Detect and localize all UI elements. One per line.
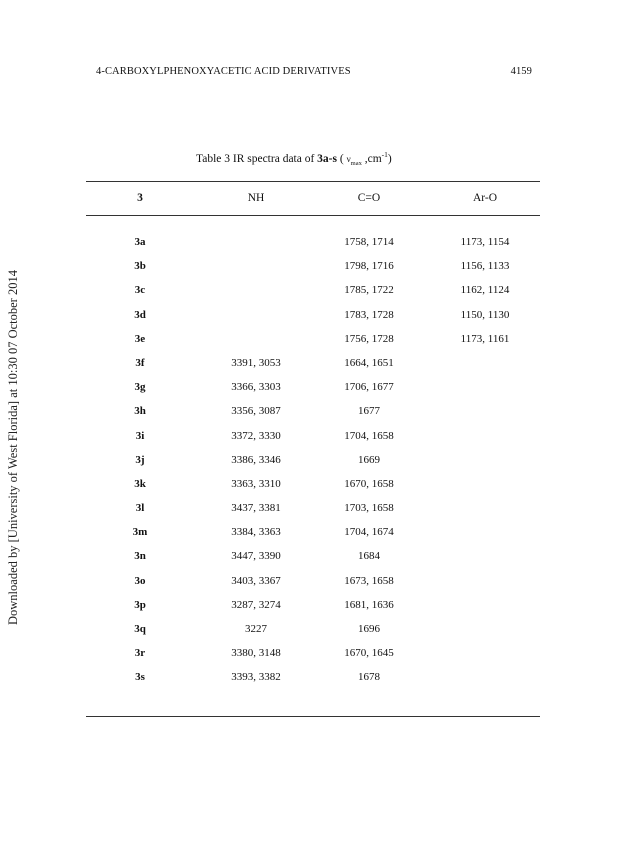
cell-compound: 3e — [134, 332, 146, 345]
cell-nh: 3384, 3363 — [231, 526, 281, 539]
cell-compound: 3g — [134, 381, 146, 394]
cell-co: 1673, 1658 — [344, 574, 394, 587]
table-row — [0, 550, 624, 574]
cell-compound: 3k — [134, 477, 146, 490]
caption-unit: ,cm — [361, 152, 382, 165]
table-body — [0, 236, 624, 696]
cell-compound: 3h — [134, 405, 146, 418]
cell-nh: 3386, 3346 — [231, 453, 281, 466]
cell-nh: 3437, 3381 — [231, 502, 281, 515]
caption-compound: 3a-s — [317, 152, 337, 165]
cell-co: 1703, 1658 — [344, 502, 394, 515]
cell-aro: 1173, 1154 — [460, 236, 510, 248]
cell-nh: 3380, 3148 — [231, 647, 281, 660]
table-row — [0, 333, 624, 357]
table-caption — [196, 150, 392, 167]
cell-nh: 3366, 3303 — [231, 381, 281, 394]
cell-compound: 3s — [135, 671, 145, 684]
table-row — [0, 309, 624, 333]
cell-co: 1670, 1645 — [344, 647, 394, 660]
page-number: 4159 — [510, 66, 532, 77]
table-row — [0, 260, 624, 284]
cell-compound: 3r — [134, 647, 146, 660]
cell-compound: 3n — [134, 550, 146, 563]
cell-co: 1704, 1674 — [344, 526, 394, 539]
table-row — [0, 502, 624, 526]
cell-co: 1783, 1728 — [344, 308, 394, 321]
cell-co: 1758, 1714 — [344, 236, 394, 248]
header-nh: NH — [247, 192, 265, 204]
cell-aro: 1150, 1130 — [460, 308, 510, 321]
cell-compound: 3o — [134, 574, 146, 587]
caption-nu-symbol: ν — [346, 153, 351, 164]
cell-compound: 3i — [135, 429, 145, 442]
cell-compound: 3p — [134, 598, 146, 611]
cell-nh: 3403, 3367 — [231, 574, 281, 587]
cell-nh: 3356, 3087 — [231, 405, 281, 418]
cell-nh: 3372, 3330 — [231, 429, 281, 442]
table-row — [0, 623, 624, 647]
caption-superscript: -1 — [381, 150, 388, 159]
cell-co: 1678 — [358, 671, 380, 684]
download-watermark: Downloaded by [University of West Florida] at 10:30 07 October 2014 — [6, 270, 20, 625]
cell-co: 1798, 1716 — [344, 260, 394, 273]
cell-compound: 3m — [132, 526, 148, 539]
caption-subscript: max — [350, 160, 362, 168]
cell-co: 1677 — [358, 405, 380, 418]
cell-aro: 1156, 1133 — [460, 260, 510, 273]
cell-aro: 1162, 1124 — [460, 284, 510, 297]
cell-co: 1664, 1651 — [344, 356, 394, 369]
running-head-title: 4-CARBOXYLPHENOXYACETIC ACID DERIVATIVES — [96, 66, 351, 77]
table-row — [0, 357, 624, 381]
cell-co: 1756, 1728 — [344, 332, 394, 345]
cell-compound: 3b — [134, 260, 146, 273]
cell-compound: 3j — [135, 453, 145, 466]
cell-nh: 3391, 3053 — [231, 356, 281, 369]
cell-compound: 3q — [134, 623, 146, 635]
header-compound: 3 — [137, 192, 143, 204]
cell-compound: 3a — [134, 236, 146, 248]
table-row — [0, 405, 624, 429]
table-row — [0, 381, 624, 405]
cell-co: 1669 — [358, 453, 380, 466]
table-row — [0, 284, 624, 308]
cell-co: 1785, 1722 — [344, 284, 394, 297]
cell-nh: 3447, 3390 — [231, 550, 281, 563]
table-row — [0, 575, 624, 599]
table-row — [0, 236, 624, 260]
caption-prefix: Table 3 IR spectra data of — [196, 152, 318, 165]
caption-paren-close: ) — [387, 152, 392, 165]
cell-aro: 1173, 1161 — [460, 332, 510, 345]
cell-co: 1681, 1636 — [344, 598, 394, 611]
cell-co: 1684 — [358, 550, 380, 563]
header-co: C=O — [357, 192, 381, 204]
cell-compound: 3f — [135, 356, 145, 369]
cell-co: 1706, 1677 — [344, 381, 394, 394]
table-row — [0, 599, 624, 623]
cell-nh: 3287, 3274 — [231, 598, 281, 611]
table-header-rule — [86, 215, 540, 216]
header-aro: Ar-O — [472, 192, 498, 204]
table-row — [0, 478, 624, 502]
cell-co: 1704, 1658 — [344, 429, 394, 442]
cell-nh: 3363, 3310 — [231, 477, 281, 490]
cell-compound: 3c — [134, 284, 146, 297]
cell-co: 1696 — [358, 623, 380, 635]
cell-compound: 3l — [135, 502, 145, 515]
table-row — [0, 454, 624, 478]
cell-nh: 3393, 3382 — [231, 671, 281, 684]
cell-nh: 3227 — [245, 623, 267, 635]
table-bottom-rule — [86, 716, 540, 717]
table-row — [0, 671, 624, 695]
cell-co: 1670, 1658 — [344, 477, 394, 490]
table-top-rule — [86, 181, 540, 182]
table-row — [0, 430, 624, 454]
table-row — [0, 647, 624, 671]
caption-paren-open: ( — [336, 152, 347, 165]
table-row — [0, 526, 624, 550]
cell-compound: 3d — [134, 308, 146, 321]
